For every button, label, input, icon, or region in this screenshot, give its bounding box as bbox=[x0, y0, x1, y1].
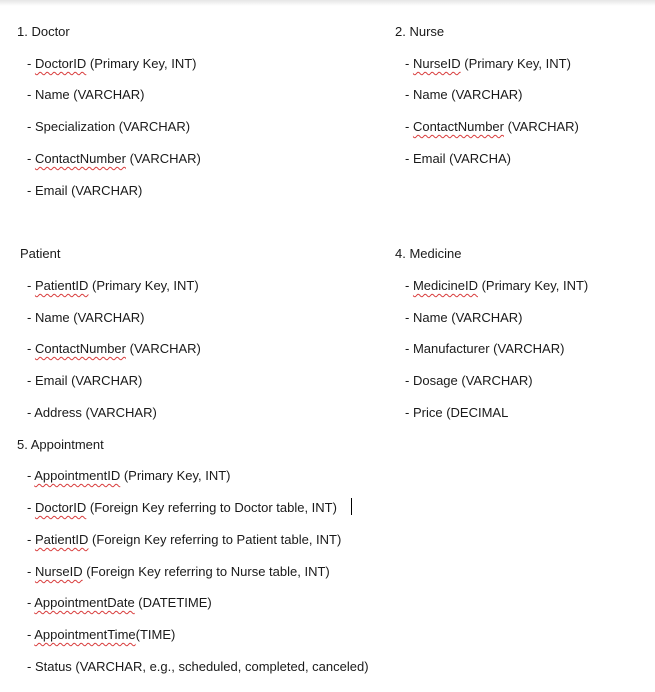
doctor-field-contact[interactable]: - ContactNumber (VARCHAR) bbox=[27, 151, 201, 166]
nurse-field-contact[interactable]: - ContactNumber (VARCHAR) bbox=[405, 119, 579, 134]
nurse-field-name[interactable]: - Name (VARCHAR) bbox=[405, 87, 523, 102]
nurse-field-id[interactable]: - NurseID (Primary Key, INT) bbox=[405, 56, 571, 71]
doctor-heading: 1. Doctor bbox=[17, 24, 70, 39]
appointment-field-id[interactable]: - AppointmentID (Primary Key, INT) bbox=[27, 468, 231, 483]
appointment-field-patient[interactable]: - PatientID (Foreign Key referring to Patient table, INT) bbox=[27, 532, 342, 547]
medicine-field-dosage[interactable]: - Dosage (VARCHAR) bbox=[405, 373, 533, 388]
patient-field-address[interactable]: - Address (VARCHAR) bbox=[27, 405, 157, 420]
doctor-field-id[interactable]: - DoctorID (Primary Key, INT) bbox=[27, 56, 197, 71]
doctor-field-email[interactable]: - Email (VARCHAR) bbox=[27, 183, 143, 198]
appointment-field-nurse[interactable]: - NurseID (Foreign Key referring to Nurse table, INT) bbox=[27, 564, 330, 579]
appointment-heading: 5. Appointment bbox=[17, 437, 104, 452]
doctor-field-specialization[interactable]: - Specialization (VARCHAR) bbox=[27, 119, 191, 134]
medicine-field-name[interactable]: - Name (VARCHAR) bbox=[405, 310, 523, 325]
doctor-field-name[interactable]: - Name (VARCHAR) bbox=[27, 87, 145, 102]
document-top-shadow bbox=[0, 0, 655, 6]
patient-field-email[interactable]: - Email (VARCHAR) bbox=[27, 373, 143, 388]
appointment-field-time[interactable]: - AppointmentTime(TIME) bbox=[27, 627, 176, 642]
appointment-field-doctor[interactable]: - DoctorID (Foreign Key referring to Doctor table, INT) bbox=[27, 500, 337, 515]
patient-heading: Patient bbox=[20, 246, 61, 261]
medicine-field-manufacturer[interactable]: - Manufacturer (VARCHAR) bbox=[405, 341, 565, 356]
appointment-field-status[interactable]: - Status (VARCHAR, e.g., scheduled, completed, canceled) bbox=[27, 659, 369, 674]
patient-field-id[interactable]: - PatientID (Primary Key, INT) bbox=[27, 278, 199, 293]
medicine-field-id[interactable]: - MedicineID (Primary Key, INT) bbox=[405, 278, 589, 293]
nurse-heading: 2. Nurse bbox=[395, 24, 445, 39]
nurse-field-email[interactable]: - Email (VARCHA) bbox=[405, 151, 511, 166]
patient-field-contact[interactable]: - ContactNumber (VARCHAR) bbox=[27, 341, 201, 356]
appointment-field-date[interactable]: - AppointmentDate (DATETIME) bbox=[27, 595, 212, 610]
text-cursor bbox=[351, 498, 352, 515]
medicine-field-price[interactable]: - Price (DECIMAL bbox=[405, 405, 509, 420]
patient-field-name[interactable]: - Name (VARCHAR) bbox=[27, 310, 145, 325]
medicine-heading: 4. Medicine bbox=[395, 246, 462, 261]
